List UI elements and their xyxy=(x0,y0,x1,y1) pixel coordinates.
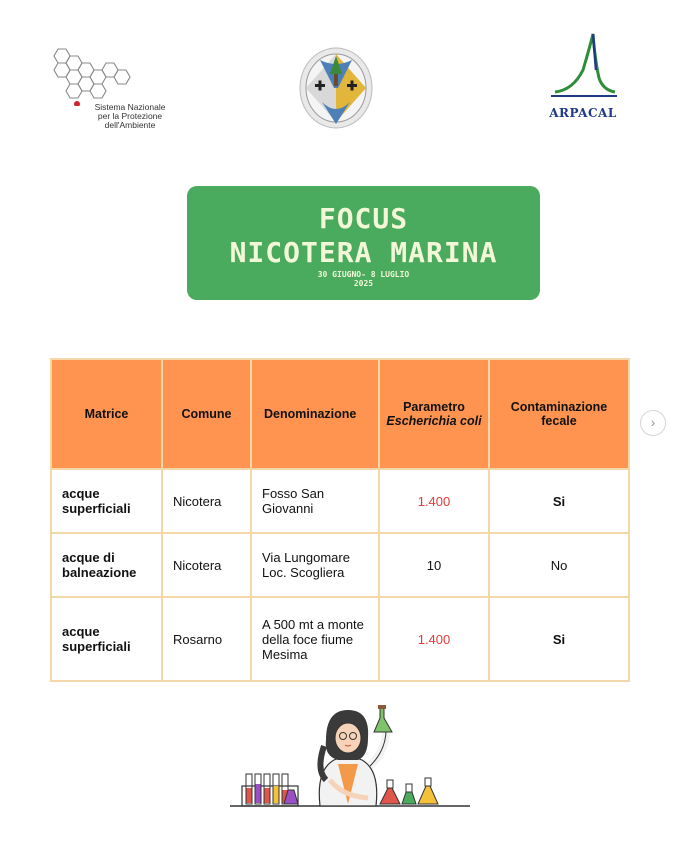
results-table xyxy=(50,358,630,682)
banner-title-line2: NICOTERA MARINA xyxy=(229,236,498,269)
header-parametro xyxy=(379,359,489,469)
cell-matrice: acque di balneazione xyxy=(51,533,162,597)
regione-calabria-crest xyxy=(298,46,374,130)
snpa-line-1: Sistema Nazionale xyxy=(94,102,166,112)
cell-comune: Rosarno xyxy=(162,597,251,681)
snpa-line-2: per la Protezione xyxy=(97,111,163,121)
snpa-logo xyxy=(46,46,186,136)
cell-denominazione: Fosso San Giovanni xyxy=(251,469,379,533)
cell-denominazione: Via Lungomare Loc. Scogliera xyxy=(251,533,379,597)
arpacal-wordmark: ARPACAL xyxy=(549,106,617,120)
banner-dates-line2: 2025 xyxy=(353,279,374,288)
cell-comune: Nicotera xyxy=(162,533,251,597)
header-contaminazione: Contaminazione fecale xyxy=(489,359,629,469)
header-comune: Comune xyxy=(162,359,251,469)
header-denominazione: Denominazione xyxy=(251,359,379,469)
cell-ecoli-value: 1.400 xyxy=(379,597,489,681)
banner-dates-line1: 30 GIUGNO- 8 LUGLIO xyxy=(317,270,410,279)
scientist-illustration xyxy=(230,700,470,830)
cell-contaminazione: Si xyxy=(489,469,629,533)
cell-ecoli-value: 1.400 xyxy=(379,469,489,533)
cell-matrice: acque superficiali xyxy=(51,469,162,533)
snpa-logo-text xyxy=(70,103,190,130)
arpacal-mountain-logo xyxy=(543,30,623,106)
snpa-hexagon-logo xyxy=(46,46,136,106)
regione-calabria-logo xyxy=(298,46,374,130)
cell-denominazione: A 500 mt a monte della foce fiume Mesima xyxy=(251,597,379,681)
header-matrice: Matrice xyxy=(51,359,162,469)
snpa-line-3: dell'Ambiente xyxy=(104,120,156,130)
chevron-right-icon: › xyxy=(650,414,656,430)
cell-comune: Nicotera xyxy=(162,469,251,533)
banner-dates xyxy=(187,270,540,288)
cell-contaminazione: Si xyxy=(489,597,629,681)
table-row xyxy=(51,533,629,597)
focus-banner xyxy=(187,186,540,300)
table-header-row xyxy=(51,359,629,469)
carousel-next-button[interactable] xyxy=(640,410,666,436)
banner-title-line1: FOCUS xyxy=(318,202,409,235)
cell-contaminazione: No xyxy=(489,533,629,597)
scientist-lab-illustration xyxy=(230,700,470,830)
header-parametro-label: Parametro xyxy=(403,400,465,414)
cell-matrice: acque superficiali xyxy=(51,597,162,681)
header-parametro-species: Escherichia coli xyxy=(386,414,482,428)
table-row xyxy=(51,597,629,681)
table-row xyxy=(51,469,629,533)
arpacal-logo xyxy=(543,30,623,122)
cell-ecoli-value: 10 xyxy=(379,533,489,597)
